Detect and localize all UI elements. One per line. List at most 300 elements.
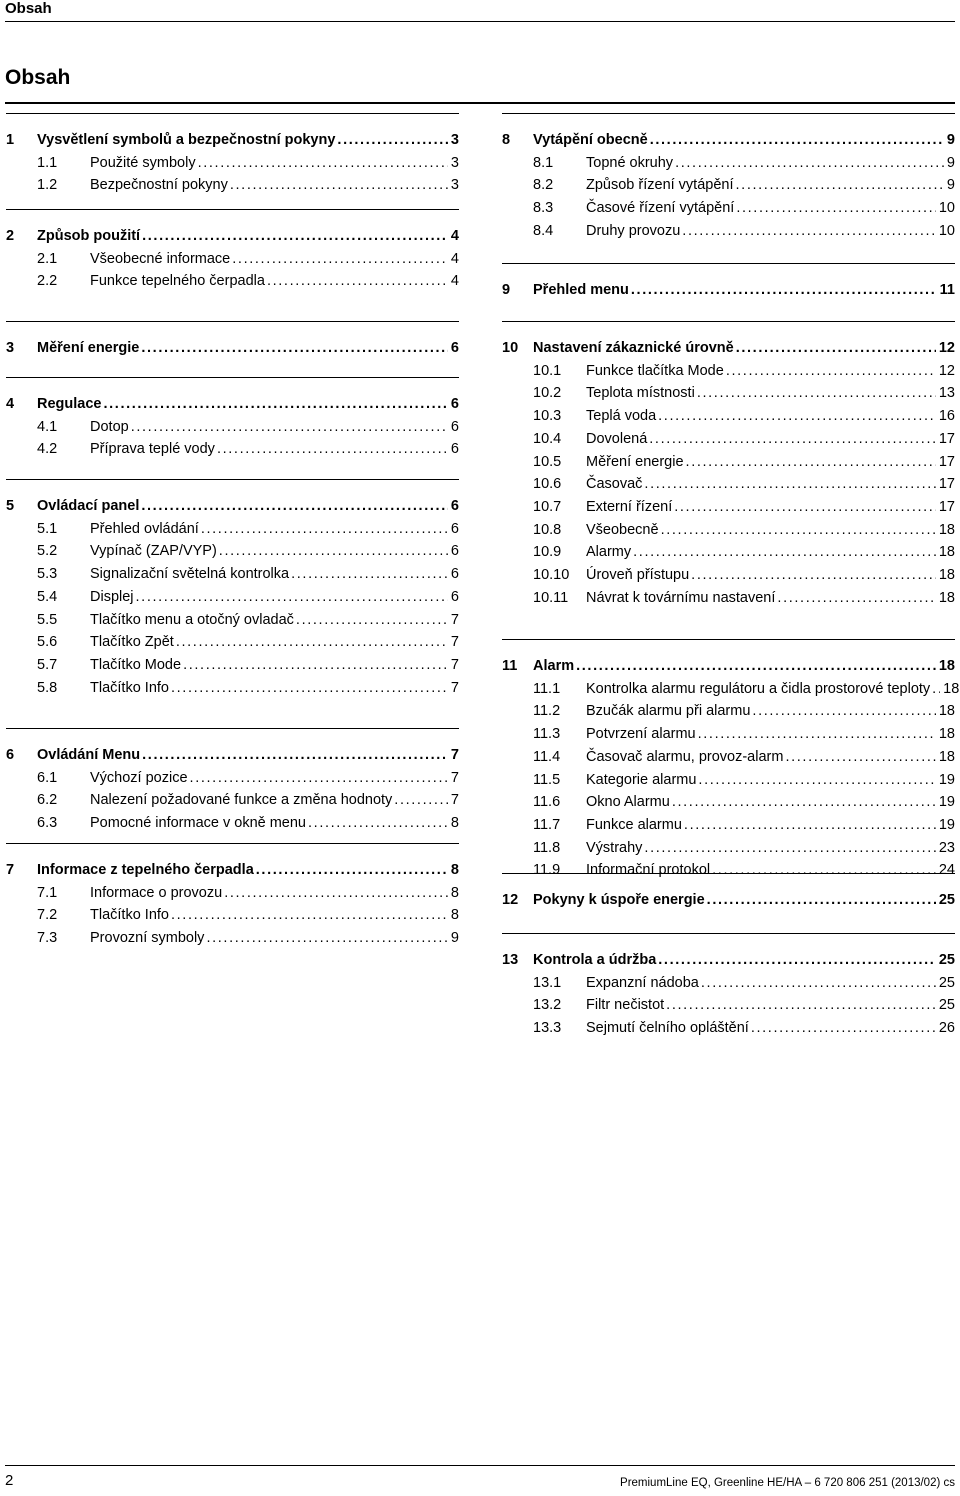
entry-page-number: 7 — [450, 634, 459, 651]
entry-title: Expanzní nádoba — [586, 974, 699, 991]
toc-chapter-entry — [502, 337, 955, 359]
entry-title: Displej — [90, 588, 134, 605]
dot-leader — [684, 814, 936, 836]
dot-leader — [141, 337, 448, 359]
toc-section-entry — [502, 382, 955, 404]
entry-title: Informace o provozu — [90, 884, 223, 901]
dot-leader — [712, 859, 936, 881]
chapter-divider — [502, 639, 955, 640]
entry-title: Informační protokol — [586, 862, 711, 879]
chapter-divider — [502, 263, 955, 264]
entry-page-number: 4 — [450, 250, 459, 267]
entry-page-number: 18 — [938, 544, 955, 561]
toc-section-entry — [6, 609, 459, 631]
entry-number: 7.3 — [37, 930, 58, 947]
toc-section-entry — [502, 428, 955, 450]
entry-page-number: 8 — [450, 907, 459, 924]
dot-leader — [650, 129, 944, 151]
dot-leader — [697, 382, 936, 404]
entry-page-number: 9 — [946, 154, 955, 171]
toc-chapter-entry — [502, 949, 955, 971]
entry-number: 10.5 — [533, 453, 562, 470]
entry-number: 6.2 — [37, 792, 58, 809]
dot-leader — [230, 174, 448, 196]
entry-page-number: 18 — [938, 726, 955, 743]
entry-title: Měření energie — [37, 340, 140, 356]
entry-page-number: 18 — [938, 589, 955, 606]
entry-page-number: 6 — [450, 340, 459, 356]
entry-number: 6.1 — [37, 769, 58, 786]
page-number: 2 — [5, 1472, 14, 1489]
entry-page-number: 18 — [938, 748, 955, 765]
entry-title: Kontrola a údržba — [533, 952, 657, 968]
entry-number: 5.2 — [37, 543, 58, 560]
entry-number: 6 — [6, 747, 15, 763]
entry-title: Bzučák alarmu při alarmu — [586, 703, 751, 720]
entry-title: Výchozí pozice — [90, 769, 188, 786]
toc-section-entry — [6, 767, 459, 789]
toc-chapter-entry — [6, 337, 459, 359]
toc-section-entry — [502, 220, 955, 242]
entry-page-number: 4 — [450, 273, 459, 290]
entry-title: Ovládání Menu — [37, 747, 141, 763]
entry-page-number: 9 — [450, 930, 459, 947]
toc-chapter-entry — [502, 279, 955, 301]
dot-leader — [736, 174, 944, 196]
entry-title: Přehled menu — [533, 282, 629, 298]
entry-page-number: 3 — [450, 132, 459, 148]
entry-page-number: 8 — [450, 884, 459, 901]
entry-title: Tlačítko Mode — [90, 656, 182, 673]
entry-title: Alarm — [533, 658, 575, 674]
dot-leader — [674, 496, 936, 518]
toc-section-entry — [502, 564, 955, 586]
entry-title: Informace z tepelného čerpadla — [37, 862, 254, 878]
running-header: Obsah — [5, 0, 52, 17]
toc-chapter-entry — [6, 859, 459, 881]
document-id: PremiumLine EQ, Greenline HE/HA – 6 720 806 251 (2013/02) cs — [620, 1477, 955, 1489]
dot-leader — [576, 655, 936, 677]
toc-section-entry — [6, 927, 459, 949]
dot-leader — [267, 270, 448, 292]
chapter-divider — [502, 113, 955, 114]
entry-title: Použité symboly — [90, 154, 196, 171]
entry-number: 4.2 — [37, 441, 58, 458]
toc-section-entry — [502, 152, 955, 174]
entry-title: Vytápění obecně — [533, 132, 648, 148]
toc-section-entry — [502, 174, 955, 196]
dot-leader — [751, 1017, 936, 1039]
entry-title: Všeobecné informace — [90, 250, 231, 267]
entry-title: Tlačítko Zpět — [90, 634, 174, 651]
entry-title: Nalezení požadované funkce a změna hodnoty — [90, 792, 393, 809]
entry-title: Externí řízení — [586, 498, 673, 515]
entry-title: Teplá voda — [586, 408, 657, 425]
entry-page-number: 6 — [450, 441, 459, 458]
entry-number: 10.4 — [533, 430, 562, 447]
toc-chapter-entry — [6, 225, 459, 247]
dot-leader — [701, 972, 936, 994]
entry-page-number: 23 — [938, 839, 955, 856]
entry-number: 6.3 — [37, 815, 58, 832]
entry-title: Kontrolka alarmu regulátoru a čidla prostorové teploty — [586, 680, 931, 697]
entry-page-number: 13 — [938, 385, 955, 402]
entry-title: Signalizační světelná kontrolka — [90, 566, 290, 583]
dot-leader — [675, 152, 944, 174]
entry-title: Tlačítko menu a otočný ovladač — [90, 611, 294, 628]
entry-page-number: 25 — [938, 974, 955, 991]
entry-number: 8.1 — [533, 154, 554, 171]
dot-leader — [171, 904, 448, 926]
entry-page-number: 26 — [938, 1020, 955, 1037]
entry-title: Měření energie — [586, 453, 684, 470]
entry-page-number: 17 — [938, 476, 955, 493]
entry-number: 11 — [502, 658, 518, 674]
page-title: Obsah — [5, 66, 71, 89]
entry-title: Kategorie alarmu — [586, 771, 697, 788]
toc-section-entry — [6, 586, 459, 608]
chapter-divider — [6, 728, 459, 729]
dot-leader — [666, 994, 936, 1016]
entry-number: 5.7 — [37, 656, 58, 673]
entry-title: Ovládací panel — [37, 498, 140, 514]
entry-page-number: 7 — [450, 792, 459, 809]
toc-section-entry — [6, 438, 459, 460]
entry-page-number: 12 — [938, 340, 955, 356]
entry-page-number: 19 — [938, 771, 955, 788]
dot-leader — [183, 654, 448, 676]
toc-section-entry — [6, 416, 459, 438]
toc-section-entry — [6, 174, 459, 196]
entry-page-number: 18 — [938, 658, 955, 674]
entry-page-number: 6 — [450, 588, 459, 605]
toc-section-entry — [502, 473, 955, 495]
entry-page-number: 8 — [450, 815, 459, 832]
dot-leader — [296, 609, 448, 631]
dot-leader — [176, 631, 448, 653]
entry-number: 10.3 — [533, 408, 562, 425]
entry-title: Funkce tlačítka Mode — [586, 362, 724, 379]
entry-number: 10.6 — [533, 476, 562, 493]
entry-number: 1 — [6, 132, 15, 148]
toc-section-entry — [6, 904, 459, 926]
entry-page-number: 6 — [450, 543, 459, 560]
dot-leader — [337, 129, 448, 151]
toc-section-entry — [6, 248, 459, 270]
entry-number: 9 — [502, 282, 511, 298]
toc-section-entry — [502, 994, 955, 1016]
toc-section-entry — [502, 746, 955, 768]
dot-leader — [932, 678, 940, 700]
dot-leader — [232, 248, 448, 270]
entry-page-number: 19 — [938, 816, 955, 833]
entry-page-number: 16 — [938, 408, 955, 425]
entry-title: Tlačítko Info — [90, 679, 169, 696]
toc-section-entry — [502, 360, 955, 382]
entry-title: Způsob řízení vytápění — [586, 177, 734, 194]
chapter-divider — [6, 479, 459, 480]
entry-number: 11.5 — [533, 771, 561, 788]
entry-title: Teplota místnosti — [586, 385, 695, 402]
entry-title: Pomocné informace v okně menu — [90, 815, 306, 832]
toc-section-entry — [502, 587, 955, 609]
toc-chapter-entry — [502, 655, 955, 677]
toc-section-entry — [502, 197, 955, 219]
entry-title: Alarmy — [586, 544, 632, 561]
dot-leader — [658, 405, 936, 427]
entry-number: 8.2 — [533, 177, 554, 194]
dot-leader — [698, 769, 935, 791]
dot-leader — [171, 677, 448, 699]
title-divider — [5, 102, 955, 104]
entry-number: 2.2 — [37, 273, 58, 290]
entry-number: 13 — [502, 952, 519, 968]
dot-leader — [631, 279, 937, 301]
toc-section-entry — [6, 518, 459, 540]
entry-title: Provozní symboly — [90, 930, 205, 947]
entry-title: Bezpečnostní pokyny — [90, 177, 228, 194]
entry-number: 5.3 — [37, 566, 58, 583]
dot-leader — [736, 197, 936, 219]
entry-number: 7.1 — [37, 884, 58, 901]
entry-number: 5.6 — [37, 634, 58, 651]
toc-chapter-entry — [6, 744, 459, 766]
toc-section-entry — [502, 723, 955, 745]
entry-number: 10.8 — [533, 521, 562, 538]
entry-number: 2.1 — [37, 250, 58, 267]
entry-page-number: 25 — [938, 997, 955, 1014]
entry-number: 5 — [6, 498, 15, 514]
entry-number: 1.2 — [37, 177, 58, 194]
toc-section-entry — [502, 678, 960, 700]
entry-page-number: 7 — [450, 769, 459, 786]
dot-leader — [219, 540, 448, 562]
entry-number: 10.11 — [533, 589, 569, 606]
dot-leader — [256, 859, 448, 881]
entry-page-number: 11 — [939, 282, 955, 298]
chapter-divider — [502, 873, 955, 874]
dot-leader — [142, 744, 448, 766]
dot-leader — [726, 360, 936, 382]
dot-leader — [707, 889, 936, 911]
toc-section-entry — [502, 814, 955, 836]
entry-number: 10.1 — [533, 362, 562, 379]
entry-page-number: 9 — [946, 177, 955, 194]
entry-title: Návrat k továrnímu nastavení — [586, 589, 776, 606]
dot-leader — [308, 812, 448, 834]
entry-title: Způsob použití — [37, 228, 141, 244]
toc-section-entry — [502, 405, 955, 427]
toc-section-entry — [6, 882, 459, 904]
entry-title: Sejmutí čelního opláštění — [586, 1020, 749, 1037]
entry-title: Vypínač (ZAP/VYP) — [90, 543, 217, 560]
dot-leader — [141, 495, 448, 517]
entry-title: Pokyny k úspoře energie — [533, 892, 705, 908]
toc-section-entry — [6, 677, 459, 699]
dot-leader — [691, 564, 936, 586]
dot-leader — [682, 220, 936, 242]
toc-chapter-entry — [502, 129, 955, 151]
dot-leader — [658, 949, 936, 971]
entry-page-number: 6 — [450, 418, 459, 435]
dot-leader — [131, 416, 448, 438]
entry-page-number: 7 — [450, 611, 459, 628]
dot-leader — [217, 438, 448, 460]
toc-section-entry — [502, 700, 955, 722]
chapter-divider — [502, 321, 955, 322]
entry-page-number: 17 — [938, 453, 955, 470]
entry-title: Dovolená — [586, 430, 648, 447]
dot-leader — [661, 519, 936, 541]
toc-section-entry — [502, 541, 955, 563]
entry-number: 1.1 — [37, 154, 58, 171]
dot-leader — [190, 767, 448, 789]
entry-number: 4.1 — [37, 418, 58, 435]
entry-page-number: 24 — [938, 862, 955, 879]
entry-title: Příprava teplé vody — [90, 441, 215, 458]
entry-number: 13.1 — [533, 974, 562, 991]
entry-page-number: 18 — [938, 703, 955, 720]
dot-leader — [752, 700, 935, 722]
entry-title: Tlačítko Info — [90, 907, 169, 924]
chapter-divider — [6, 321, 459, 322]
toc-section-entry — [6, 270, 459, 292]
toc-section-entry — [6, 631, 459, 653]
entry-number: 10 — [502, 340, 519, 356]
toc-section-entry — [502, 451, 955, 473]
toc-section-entry — [502, 837, 955, 859]
entry-page-number: 6 — [450, 498, 459, 514]
chapter-divider — [6, 377, 459, 378]
entry-title: Časové řízení vytápění — [586, 200, 735, 217]
toc-chapter-entry — [6, 495, 459, 517]
entry-title: Okno Alarmu — [586, 794, 670, 811]
dot-leader — [136, 586, 448, 608]
entry-number: 7 — [6, 862, 15, 878]
entry-page-number: 7 — [450, 679, 459, 696]
toc-section-entry — [502, 519, 955, 541]
entry-page-number: 3 — [450, 154, 459, 171]
entry-page-number: 19 — [938, 794, 955, 811]
dot-leader — [291, 563, 448, 585]
entry-title: Úroveň přístupu — [586, 567, 690, 583]
entry-page-number: 10 — [938, 200, 955, 217]
toc-section-entry — [502, 791, 955, 813]
entry-page-number: 6 — [450, 396, 459, 412]
entry-title: Funkce tepelného čerpadla — [90, 273, 265, 290]
entry-title: Dotop — [90, 418, 129, 435]
entry-title: Potvrzení alarmu — [586, 726, 696, 743]
entry-number: 5.4 — [37, 588, 58, 605]
entry-number: 11.2 — [533, 703, 561, 720]
entry-number: 11.7 — [533, 816, 561, 833]
chapter-divider — [502, 933, 955, 934]
entry-page-number: 25 — [938, 892, 955, 908]
dot-leader — [686, 451, 936, 473]
dot-leader — [201, 518, 448, 540]
toc-section-entry — [502, 496, 955, 518]
entry-number: 11.9 — [533, 862, 561, 879]
entry-number: 7.2 — [37, 907, 58, 924]
entry-number: 10.9 — [533, 544, 562, 561]
entry-title: Časovač — [586, 476, 643, 493]
entry-number: 4 — [6, 396, 15, 412]
entry-title: Výstrahy — [586, 839, 643, 856]
entry-page-number: 18 — [943, 680, 960, 697]
toc-chapter-entry — [502, 889, 955, 911]
footer-divider — [5, 1465, 955, 1466]
toc-section-entry — [6, 812, 459, 834]
entry-page-number: 18 — [938, 567, 955, 583]
entry-title: Přehled ovládání — [90, 520, 199, 537]
dot-leader — [224, 882, 448, 904]
entry-page-number: 10 — [938, 222, 955, 239]
chapter-divider — [6, 209, 459, 210]
entry-title: Vysvětlení symbolů a bezpečnostní pokyny — [37, 132, 336, 148]
toc-section-entry — [502, 859, 955, 881]
dot-leader — [198, 152, 448, 174]
entry-number: 10.7 — [533, 498, 562, 515]
entry-number: 13.2 — [533, 997, 562, 1014]
entry-page-number: 12 — [938, 362, 955, 379]
entry-number: 11.1 — [533, 680, 561, 697]
toc-chapter-entry — [6, 393, 459, 415]
chapter-divider — [6, 113, 459, 114]
entry-number: 3 — [6, 340, 15, 356]
entry-page-number: 17 — [938, 498, 955, 515]
entry-number: 11.6 — [533, 794, 561, 811]
entry-number: 8 — [502, 132, 511, 148]
entry-page-number: 8 — [450, 862, 459, 878]
entry-number: 11.4 — [533, 748, 561, 765]
dot-leader — [698, 723, 936, 745]
dot-leader — [649, 428, 936, 450]
entry-number: 10.2 — [533, 385, 562, 402]
toc-section-entry — [6, 152, 459, 174]
entry-page-number: 6 — [450, 566, 459, 583]
dot-leader — [142, 225, 448, 247]
entry-number: 2 — [6, 228, 15, 244]
entry-number: 11.3 — [533, 726, 561, 743]
entry-page-number: 25 — [938, 952, 955, 968]
entry-number: 8.3 — [533, 200, 554, 217]
dot-leader — [785, 746, 935, 768]
dot-leader — [644, 837, 935, 859]
entry-number: 11.8 — [533, 839, 561, 856]
entry-page-number: 17 — [938, 430, 955, 447]
dot-leader — [644, 473, 935, 495]
toc-section-entry — [502, 769, 955, 791]
dot-leader — [206, 927, 447, 949]
entry-page-number: 3 — [450, 177, 459, 194]
entry-page-number: 7 — [450, 656, 459, 673]
entry-page-number: 7 — [450, 747, 459, 763]
dot-leader — [777, 587, 935, 609]
dot-leader — [103, 393, 447, 415]
entry-number: 5.5 — [37, 611, 58, 628]
entry-number: 12 — [502, 892, 519, 908]
entry-number: 5.8 — [37, 679, 58, 696]
entry-title: Druhy provozu — [586, 222, 681, 239]
entry-title: Funkce alarmu — [586, 816, 682, 833]
toc-section-entry — [502, 972, 955, 994]
toc-chapter-entry — [6, 129, 459, 151]
toc-section-entry — [6, 789, 459, 811]
dot-leader — [394, 789, 448, 811]
entry-title: Všeobecně — [586, 521, 659, 538]
chapter-divider — [6, 843, 459, 844]
entry-title: Časovač alarmu, provoz-alarm — [586, 748, 784, 765]
